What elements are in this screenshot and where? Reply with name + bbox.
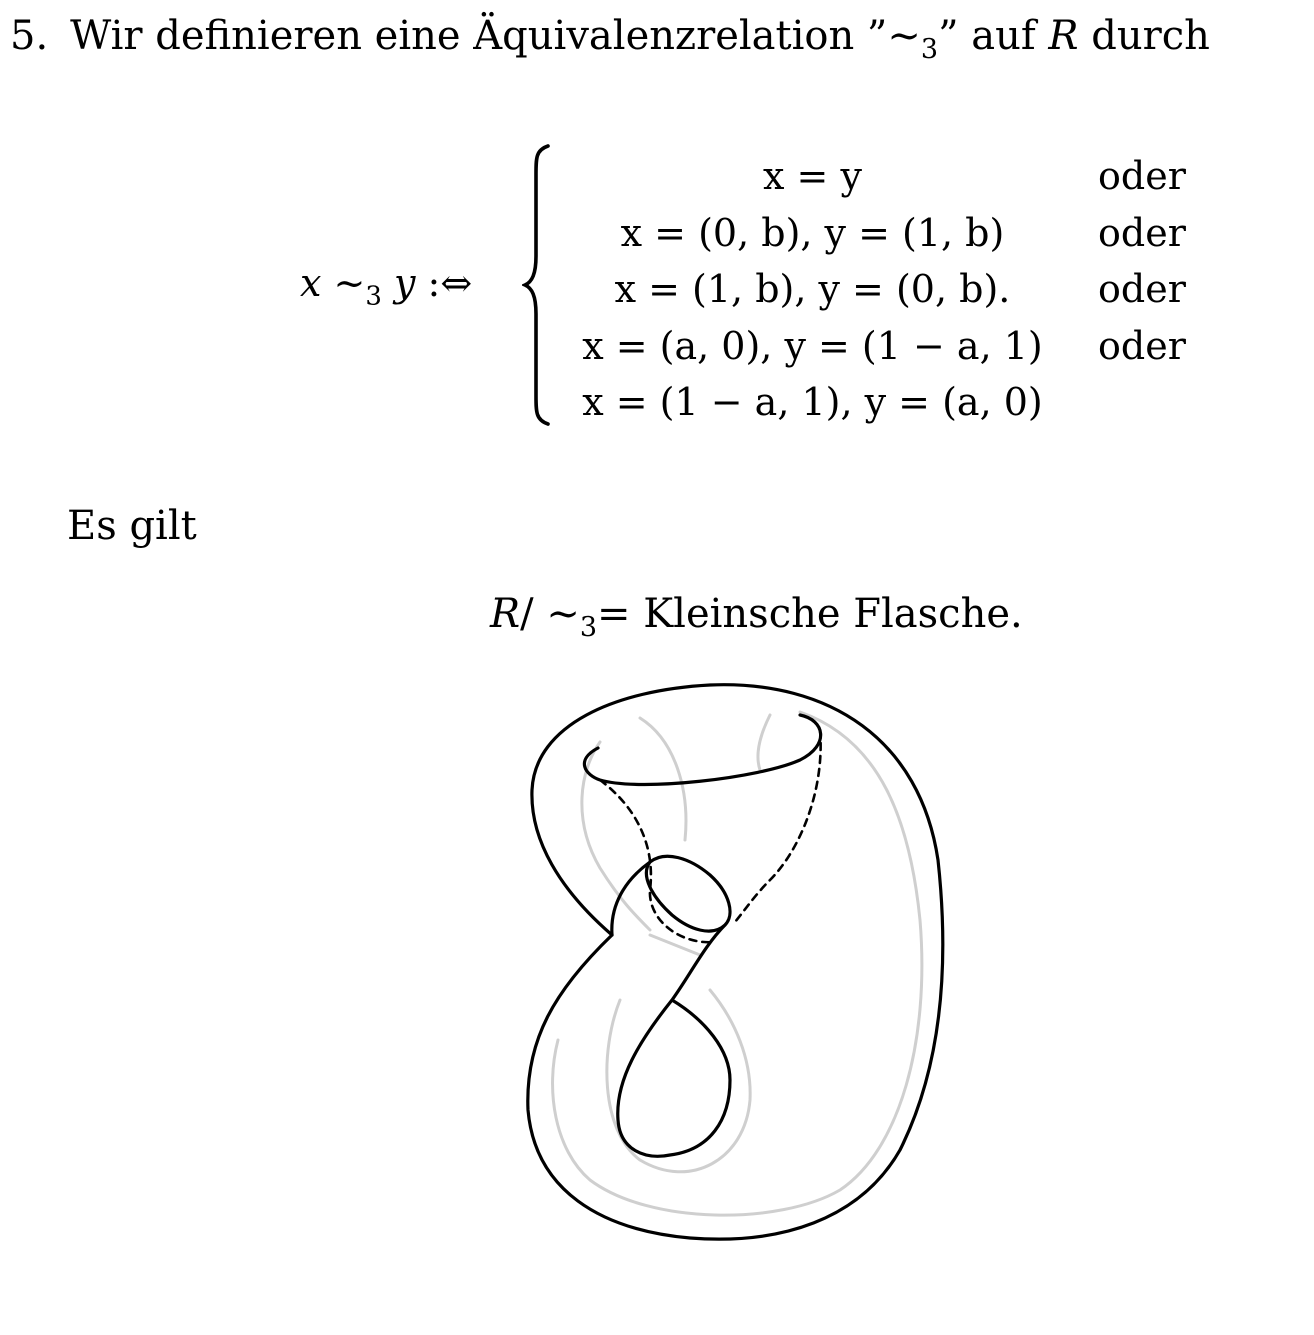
result-rest: = Kleinsche Flasche.: [597, 591, 1023, 637]
intro-text: Es gilt: [67, 503, 197, 549]
exercise-number: 5.: [10, 13, 49, 59]
case-expression: x = (a, 0), y = (1 − a, 1): [582, 323, 1043, 368]
case-row: [565, 318, 1265, 375]
left-brace: [522, 144, 552, 426]
heading-set-symbol: R: [1048, 13, 1079, 59]
heading-text-after: ” auf: [938, 13, 1049, 59]
heading-subscript: 3: [920, 34, 939, 65]
case-row: [565, 205, 1265, 262]
case-row: [565, 148, 1265, 205]
case-expression: x = (0, b), y = (1, b): [620, 210, 1005, 255]
case-condition: oder: [1098, 210, 1186, 255]
definition-lhs: [300, 258, 472, 322]
result-slash: / ∼: [520, 591, 580, 637]
klein-bottle-illustration: [500, 670, 970, 1260]
lhs-iff: :⇔: [415, 261, 473, 305]
result-set: R: [490, 591, 521, 637]
heading-text-end: durch: [1078, 13, 1210, 59]
lhs-subscript: 3: [365, 281, 382, 312]
case-expression: x = y: [763, 154, 862, 198]
lhs-y: y: [381, 261, 416, 305]
case-condition: oder: [1098, 267, 1186, 311]
case-condition: oder: [1098, 323, 1186, 368]
result-subscript: 3: [579, 612, 598, 643]
case-row: [565, 374, 1265, 431]
lhs-relation: ∼: [321, 261, 366, 305]
heading-text: Wir definieren eine Äquivalenzrelation ”∼: [70, 13, 921, 59]
relation-definition: [300, 140, 1260, 430]
lhs-x: x: [300, 261, 322, 305]
case-row: [565, 261, 1265, 318]
case-expression: x = (1, b), y = (0, b).: [614, 267, 1011, 311]
result-equation: [490, 588, 1023, 654]
cases-list: [565, 148, 1265, 431]
exercise-heading: [10, 10, 1210, 76]
case-condition: oder: [1098, 154, 1186, 198]
case-expression: x = (1 − a, 1), y = (a, 0): [582, 380, 1043, 424]
